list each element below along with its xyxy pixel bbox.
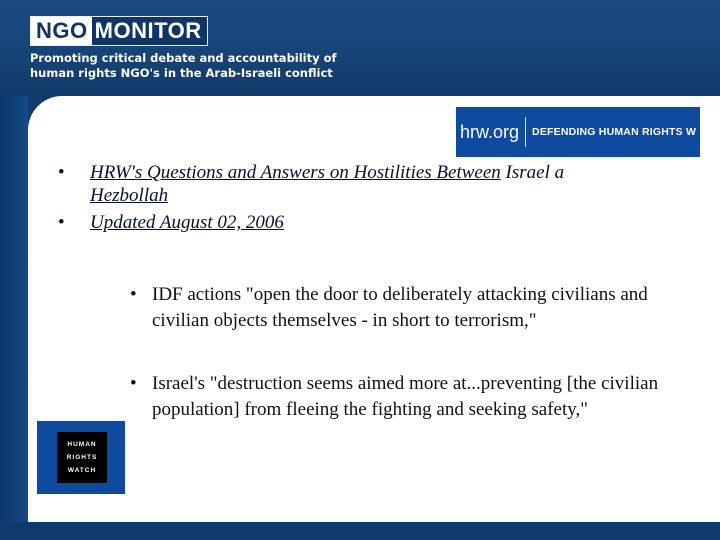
- updated-date-link[interactable]: Updated August 02, 2006: [90, 212, 284, 233]
- bullet-dot-icon: •: [58, 162, 65, 183]
- bullet-dot-icon: •: [130, 284, 137, 305]
- hrw-logo: [57, 432, 107, 483]
- tagline-line1: Promoting critical debate and accountability of: [30, 51, 337, 65]
- list-item: [130, 282, 690, 334]
- hrw-qa-link[interactable]: HRW's Questions and Answers on Hostilities Between: [90, 162, 501, 183]
- hrw-logo-line1: HUMAN: [67, 441, 97, 448]
- bullet-dot-icon: •: [130, 373, 137, 394]
- bullet-dot-icon: •: [58, 212, 65, 233]
- logo-ngo-text: NGO: [31, 17, 92, 45]
- tagline: [30, 51, 337, 81]
- list-item: [130, 371, 690, 423]
- hrw-site-text: hrw.org: [460, 121, 520, 142]
- tagline-line2: human rights NGO's in the Arab-Israeli conflict: [30, 66, 333, 80]
- bottom-frame-strip: [0, 522, 720, 540]
- hrw-logo-line3: WATCH: [67, 467, 97, 474]
- left-frame-strip: [0, 96, 28, 540]
- bullet-list: [58, 161, 720, 234]
- quote-text: IDF actions "open the door to deliberately attacking civilians and civilian objects themselves - in short to terrorism,": [152, 284, 648, 331]
- hrw-banner[interactable]: [456, 107, 700, 157]
- banner-divider: [525, 117, 526, 147]
- logo-monitor-text: MONITOR: [92, 17, 207, 45]
- quote-list: [130, 282, 690, 423]
- hrw-qa-link-line2[interactable]: Hezbollah: [90, 185, 169, 206]
- hrw-logo-line2: RIGHTS: [66, 454, 98, 461]
- hrw-qa-text-rest: Israel a: [500, 162, 565, 183]
- list-item: [58, 211, 720, 234]
- list-item: [58, 161, 720, 207]
- hrw-slogan-text: DEFENDING HUMAN RIGHTS W: [532, 126, 697, 138]
- quote-text: Israel's "destruction seems aimed more at...preventing [the civilian population] from fleeing the fighting and seeking safety,": [152, 373, 659, 420]
- header-bar: [0, 0, 720, 96]
- ngo-monitor-logo[interactable]: [30, 16, 208, 46]
- hrw-logo-box: [37, 421, 125, 494]
